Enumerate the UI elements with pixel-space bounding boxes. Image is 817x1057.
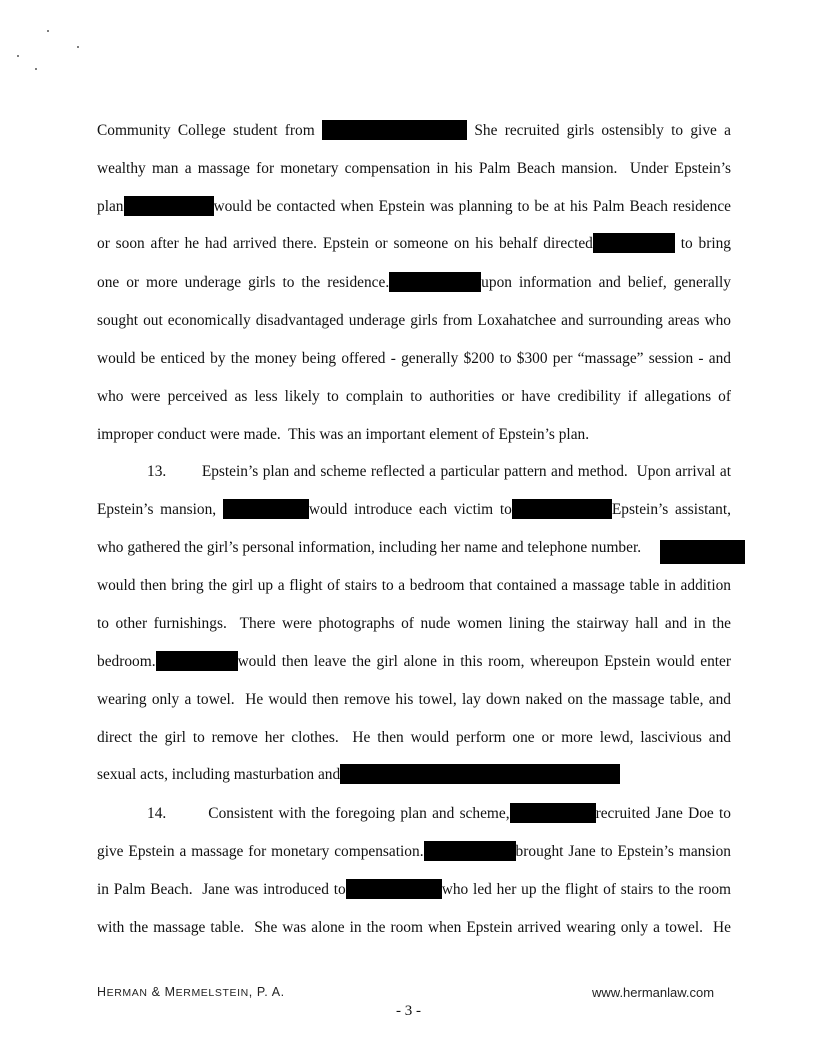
text-line: one or more underage girls to the residence. upon information and belief, generally	[97, 274, 731, 291]
text-line: Community College student from She recruited girls ostensibly to give a	[97, 122, 731, 139]
page-number: - 3 -	[396, 1003, 421, 1019]
redaction-bar	[124, 196, 214, 216]
footer-website: www.hermanlaw.com	[592, 985, 715, 1000]
text-line: wealthy man a massage for monetary compensation in his Palm Beach mansion. Under Epstein’s	[97, 160, 731, 177]
text-line: direct the girl to remove her clothes. He then would perform one or more lewd, lascivious and	[97, 729, 731, 746]
redaction-bar	[346, 879, 442, 899]
text-line: or soon after he had arrived there. Epstein or someone on his behalf directed to bring	[97, 235, 731, 252]
scan-speck	[47, 30, 49, 32]
redaction-bar	[389, 272, 481, 292]
text-line: Epstein’s mansion, would introduce each victim to Epstein’s assistant,	[97, 501, 731, 518]
text-line: sought out economically disadvantaged underage girls from Loxahatchee and surrounding areas who	[97, 312, 731, 329]
redaction-bar	[156, 651, 238, 671]
text-line: would be enticed by the money being offered - generally $200 to $300 per “massage” session - and	[97, 350, 731, 367]
text-line: who gathered the girl’s personal information, including her name and telephone number.	[97, 539, 649, 556]
text-line: with the massage table. She was alone in the room when Epstein arrived wearing only a towel. He	[97, 919, 731, 936]
text-line: to other furnishings. There were photographs of nude women lining the stairway hall and in the	[97, 615, 731, 632]
text-line: improper conduct were made. This was an important element of Epstein’s plan.	[97, 426, 590, 443]
redaction-bar	[512, 499, 612, 519]
text-line: give Epstein a massage for monetary compensation. brought Jane to Epstein’s mansion	[97, 843, 731, 860]
redaction-bar	[424, 841, 516, 861]
text-line: in Palm Beach. Jane was introduced to who led her up the flight of stairs to the room	[97, 881, 732, 898]
footer-firm-name: HERMAN & MERMELSTEIN, P. A.	[97, 985, 285, 999]
text-line: who were perceived as less likely to complain to authorities or have credibility if allegations of	[97, 388, 731, 405]
text-line: wearing only a towel. He would then remove his towel, lay down naked on the massage table, and	[97, 691, 731, 708]
scan-speck	[17, 55, 19, 57]
text-line: plan would be contacted when Epstein was planning to be at his Palm Beach residence	[97, 198, 731, 215]
redaction-bar	[510, 803, 596, 823]
redaction-bar	[322, 120, 467, 140]
redaction-bar	[223, 499, 309, 519]
redaction-bar	[340, 764, 620, 784]
redaction-bar	[660, 540, 745, 564]
text-line: would then bring the girl up a flight of stairs to a bedroom that contained a massage table in addition	[97, 577, 731, 594]
scan-speck	[77, 46, 79, 48]
scan-speck	[35, 68, 37, 70]
paragraph-13-start: 13. Epstein’s plan and scheme reflected a particular pattern and method. Upon arrival at	[147, 463, 731, 480]
text-line: sexual acts, including masturbation and	[97, 764, 731, 786]
redaction-bar	[593, 233, 675, 253]
paragraph-14-start: 14. Consistent with the foregoing plan and scheme, recruited Jane Doe to	[147, 805, 731, 822]
text-line: bedroom. would then leave the girl alone in this room, whereupon Epstein would enter	[97, 653, 731, 670]
